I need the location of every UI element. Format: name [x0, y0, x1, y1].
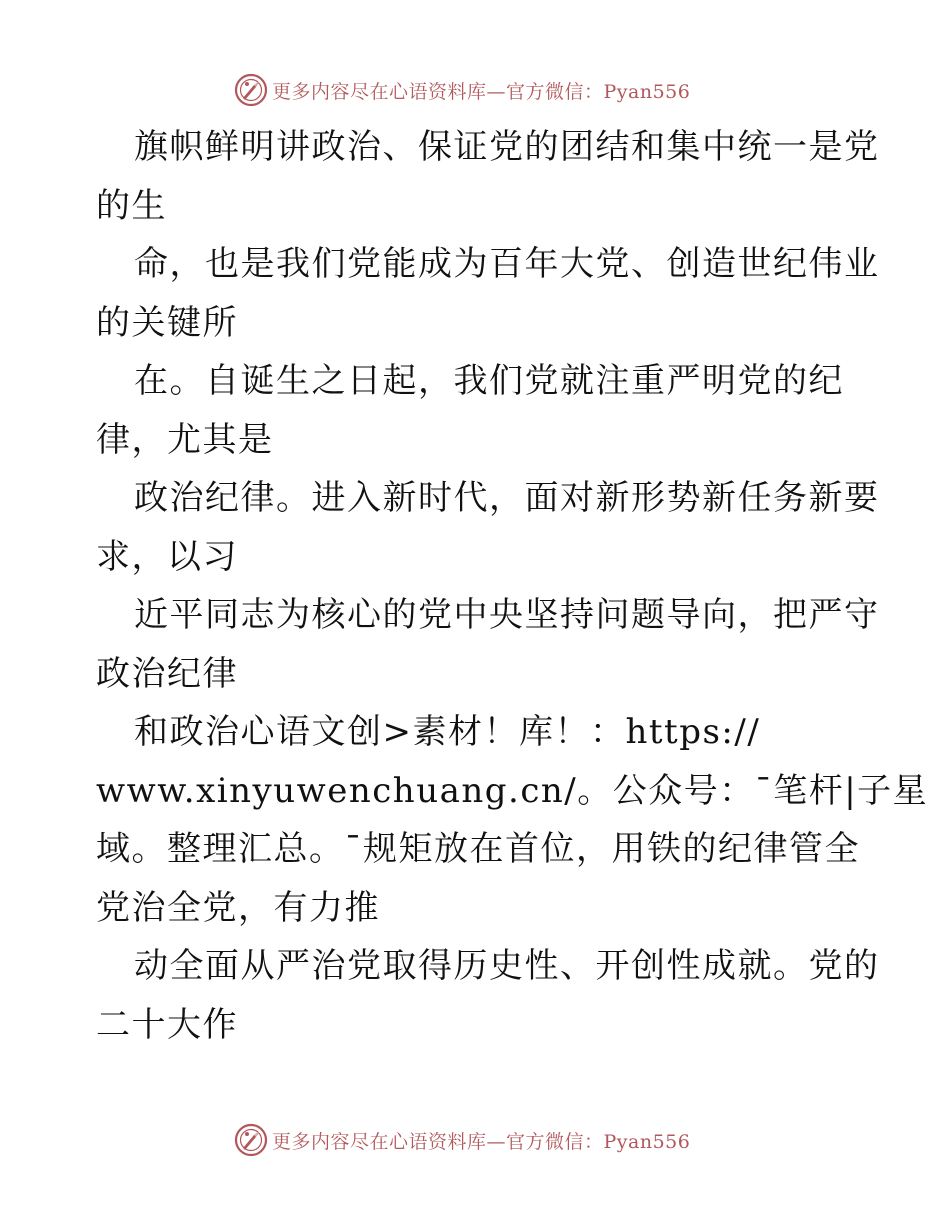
text-line: www.xinyuwenchuang.cn/。公众号：¯笔杆|子星 — [96, 770, 929, 811]
body-paragraph — [96, 118, 929, 1054]
text-line: 命，也是我们党能成为百年大党、创造世纪伟业 — [134, 244, 880, 284]
text-line: 域。整理汇总。¯规矩放在首位，用铁的纪律管全 — [96, 829, 860, 869]
text-line: 律，尤其是 — [96, 419, 274, 460]
text-line: 的生 — [96, 185, 167, 226]
pen-nib-logo-icon — [234, 1123, 268, 1157]
text-line: 政治纪律。进入新时代，面对新形势新任务新要 — [134, 478, 880, 518]
text-line: 动全面从严治党取得历史性、开创性成就。党的 — [134, 946, 880, 986]
text-line: 的关键所 — [96, 302, 238, 343]
text-line: 党治全党，有力推 — [96, 887, 380, 928]
text-line: 近平同志为核心的党中央坚持问题导向，把严守 — [134, 595, 880, 635]
header-banner-text: 更多内容尽在心语资料库—官方微信：Pyan556 — [272, 80, 691, 103]
footer-banner-content — [234, 1120, 690, 1160]
text-line: 和政治心语文创>素材！库！：https:// — [134, 712, 761, 752]
footer-banner — [0, 1120, 950, 1160]
footer-banner-text: 更多内容尽在心语资料库—官方微信：Pyan556 — [272, 1130, 691, 1153]
pen-nib-logo-icon — [234, 73, 268, 107]
text-line: 旗帜鲜明讲政治、保证党的团结和集中统一是党 — [134, 127, 880, 167]
text-line: 政治纪律 — [96, 653, 238, 694]
text-line: 二十大作 — [96, 1004, 238, 1045]
header-banner — [0, 70, 950, 110]
text-line: 在。自诞生之日起，我们党就注重严明党的纪 — [134, 361, 844, 401]
header-banner-content — [234, 70, 690, 110]
text-line: 求，以习 — [96, 536, 238, 577]
